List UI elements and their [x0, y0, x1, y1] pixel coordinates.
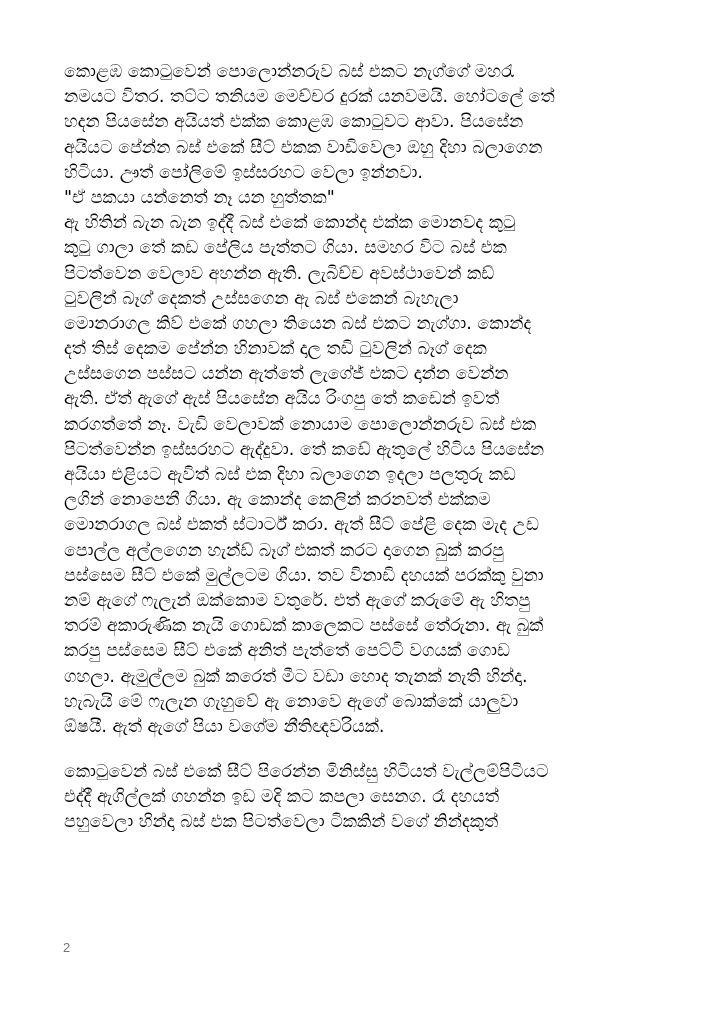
text-line: පස්සෙම සීට් එකේ මුල්ලටම ගියා. තව විනාඩි දහයක් පරක්කු වුනා: [64, 565, 544, 586]
text-line: අයියට පේන්න බස් එකේ සීට් එකක වාඩිවෙලා ඔහු දිහා බලාගෙන: [64, 137, 543, 158]
paragraph-2: [64, 760, 674, 836]
text-line: කොටුවෙන් බස් එකේ සීට් පිරෙන්න මිනිස්සු හිටියත් වැල්ලම්පිටියට: [64, 762, 549, 783]
text-line: "ඒ පකයා යන්නෙත් නෑ යන හුත්තක": [64, 187, 335, 208]
text-line: කොළඹ කොටුවෙන් පොලොන්නරුව බස් එකට නැග්ගේ මහරැ: [64, 62, 515, 82]
text-line: ලගින් නොපෙනී ගියා. ඇ කොන්ද කෙලින් කරනවත් එක්කම: [64, 490, 491, 511]
text-line: නමයට විතර. තට්ට තනියම මෙච්චර දුරක් යනවමයි. හෝටලේ තේ: [64, 87, 555, 108]
text-line: ටුවලින් බෑග් දෙකත් උස්සගෙන ඇ බස් එකෙන් බැහැලා: [64, 288, 459, 309]
text-line: දත් තිස් දෙකම පේන්න හිනාවක් දාල තඩි ටුවලින් බෑග් දෙක: [64, 339, 487, 360]
document-body: [64, 60, 674, 836]
text-line: පිටත්වෙන වෙලාව අහන්න ඇති. ලැබිච්ච අවස්ථාවෙන් කඩ්: [64, 263, 495, 284]
text-line: හැබැයි මේ ෆැලැන ගැහුවේ ඇ නොවෙ ඇගේ බොක්කේ යාලුවා: [64, 691, 519, 712]
paragraph-spacer: [64, 740, 674, 760]
text-line: ඕෂයී. ඇත් ඇගේ පියා වගේම නීතිඥවරියක්.: [64, 716, 385, 737]
text-line: තරම් අකාරුණික නැයි ගොඩක් කාලෙකට පස්සේ තේරුනා. ඇ බුක්: [64, 616, 544, 637]
text-line: එද්දී ඇගිල්ලක් ගහන්න ඉඩ මදි කට කපලා සෙනග. රෑ දහයත්: [64, 787, 500, 808]
text-line: අයියා එළියට ඇවිත් බස් එක දිහා බලාගෙන ඉදලා පලතුරු කඩ: [64, 465, 516, 485]
text-line: පිටත්වෙන්න ඉස්සරහට ඇද්දුවා. තේ කඩේ ඇතුලේ හිටිය පියසේන: [64, 439, 545, 460]
text-line: හිටියා. ඌත් පෝලිමේ ඉස්සරහට වෙලා ඉන්නවා.: [64, 162, 423, 183]
text-line: මොනරාගල කිව් එකේ ගහලා තියෙන බස් එකට නැග්ගා. කොන්ද: [64, 313, 532, 334]
text-line: හදන පියසේන අයියත් එක්ක කොළඹ කොටුවට ආවා. පියසේන: [64, 112, 524, 133]
text-line: පොල්ල අල්ලගෙන හැන්ඩ් බෑග් එකත් කරට දාගෙන බුක් කරපු: [64, 540, 504, 561]
text-line: ඇ හිතින් බැන බැන ඉද්දී බස් එකේ කොන්ද එක්ක මොනවද කුටු: [64, 213, 516, 234]
text-line: ඇති. ඒත් ඇගේ ඇස් පියසේන අයිය රිංගපු තේ කඩෙන් ඉවත්: [64, 389, 500, 410]
text-line: උස්සගෙන පස්සට යන්න ඇත්තේ ලැගේජ් එකට දාන්න වෙන්න: [64, 364, 509, 385]
text-line: කරපු පස්සෙම සීට් එකේ අනිත් පැත්තේ පෙට්ටි වගයක් ගොඩ: [64, 641, 511, 662]
text-line: නම් ඇගේ ෆැලැන් ඔක්කොම වතුරේ. එත් ඇගේ කරුමේ ඇ හිතපු: [64, 590, 531, 611]
text-line: ගහලා. ඇමුල්ලම බුක් කරෙත් මීට වඩා හොද තැනක් නැති හින්දා.: [64, 666, 528, 687]
text-line: කුටු ගාලා තේ කඩ පේලිය පැත්තට ගියා. සමහර විට බස් එක: [64, 238, 507, 259]
page-number: 2: [63, 940, 71, 955]
text-line: පහුවෙලා හින්දා බස් එක පිටත්වෙලා ටිකකින් වගේ නින්දකුත්: [64, 812, 499, 833]
text-line: මොනරාගල බස් එකත් ස්ටාර්ට් කරා. ඇත් සීට් පේළි දෙක මැද උඩ: [64, 515, 539, 536]
paragraph-1: [64, 60, 674, 740]
text-line: කරගත්තේ නෑ. වැඩි වෙලාවක් නොයාම පොලොන්නරුව බස් එක: [64, 414, 537, 435]
